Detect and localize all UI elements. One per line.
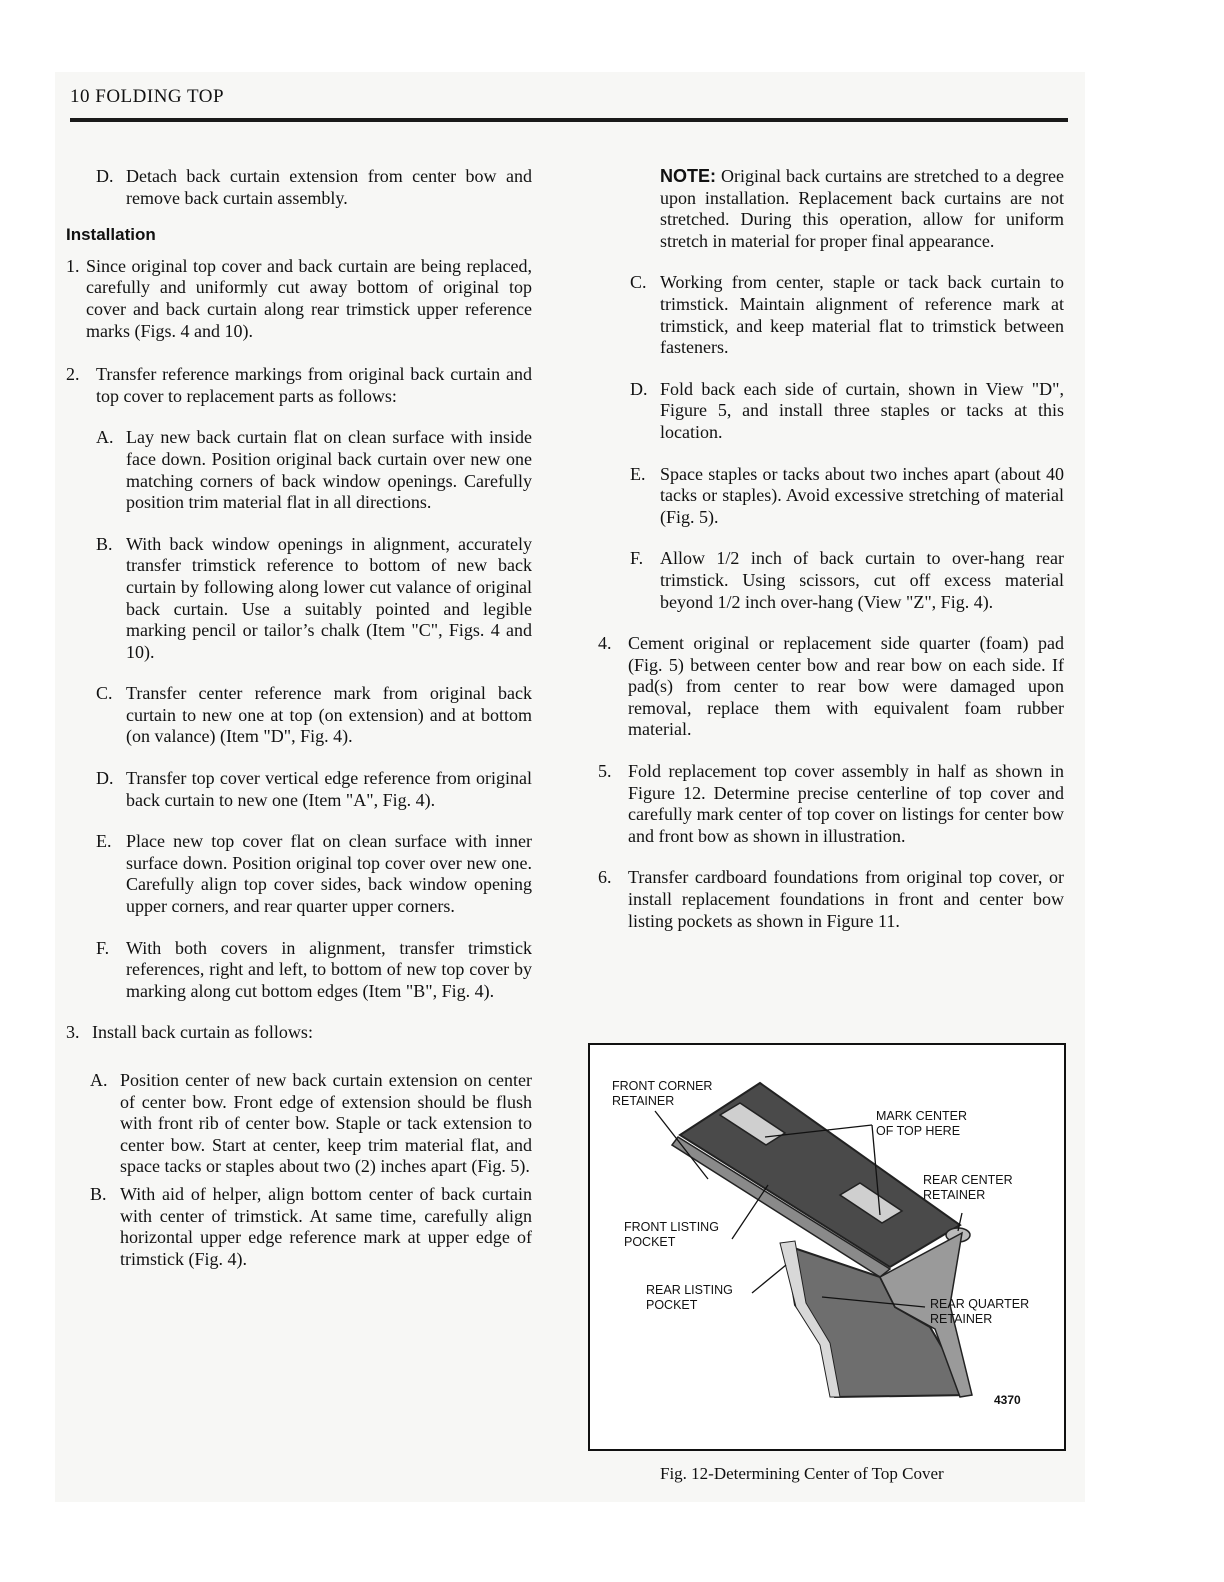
item-text: Install back curtain as follows: (92, 1022, 313, 1043)
item-text: With aid of helper, align bottom center of back curtain with center of trimstick. At same time, carefully align horizontal upper edge reference mark at upper edge of trimstick (Fig. 4). (120, 1183, 532, 1269)
item-text: Cement original or replacement side quarter (foam) pad (Fig. 5) between center bow and rear bow on each side. If pad(s) from center to rear bow were damaged upon removal, replace them with equivalent foam rubber material. (628, 633, 1064, 740)
callout-rear-listing-pocket: REAR LISTING POCKET (646, 1283, 733, 1312)
step-2f (96, 938, 532, 1003)
step-c (630, 272, 1064, 358)
item-label: E. (96, 831, 112, 852)
step-2b (96, 534, 532, 664)
item-text: Since original top cover and back curtain are being replaced, carefully and uniformly cut away bottom of original top cover and back curtain along rear trimstick upper reference marks (Figs. 4 and 10). (86, 255, 532, 341)
installation-heading: Installation (66, 225, 156, 245)
item-text: Allow 1/2 inch of back curtain to over-hang rear trimstick. Using scissors, cut off excess material beyond 1/2 inch over-hang (View "Z", Fig. 4). (660, 548, 1064, 612)
item-label: B. (96, 533, 113, 554)
callout-rear-quarter-retainer: REAR QUARTER RETAINER (930, 1297, 1030, 1326)
step-1 (66, 256, 532, 342)
item-label: 5. (598, 761, 612, 782)
step-3a (90, 1070, 532, 1178)
step-2e (96, 831, 532, 917)
item-text: With both covers in alignment, transfer trimstick references, right and left, to bottom of new top cover by marking along cut bottom edges (Item "B", Fig. 4). (126, 937, 532, 1001)
item-label: 6. (598, 867, 612, 888)
step-2c (96, 683, 532, 748)
note-paragraph (660, 166, 1064, 252)
item-text: Working from center, staple or tack back curtain to trimstick. Maintain alignment of reference mark at trimstick, and keep material flat to trimstick between fasteners. (660, 272, 1064, 358)
step-5 (598, 761, 1064, 847)
step-d (630, 379, 1064, 444)
item-text: Lay new back curtain flat on clean surface with inside face down. Position original back curtain over new one matching corners of back window openings. Carefully position trim material flat in all directions. (126, 427, 532, 513)
callout-rear-center-retainer: REAR CENTER RETAINER (923, 1173, 1013, 1202)
item-label: 2. (66, 364, 80, 385)
item-text: Transfer reference markings from original back curtain and top cover to replacement parts as follows: (96, 364, 532, 406)
item-label: D. (96, 768, 114, 789)
step-2 (66, 364, 532, 407)
left-column (66, 166, 532, 1270)
right-column (598, 166, 1064, 932)
item-label: F. (630, 548, 644, 569)
item-label: 4. (598, 633, 612, 654)
item-label: D. (630, 378, 648, 399)
item-label: 3. (66, 1022, 80, 1043)
item-label: D. (96, 166, 114, 186)
item-label: 1. (66, 255, 80, 276)
item-label: A. (90, 1070, 108, 1090)
callout-mark-center: MARK CENTER OF TOP HERE (876, 1109, 967, 1138)
item-text: With back window openings in alignment, accurately transfer trimstick reference to bottom of new back curtain by following along lower cut valance of original back curtain. Use a suitably pointed and legible marking pencil or tailor’s chalk (Item "C", Figs. 4 and 10). (126, 533, 532, 662)
item-label: C. (96, 683, 113, 704)
figure-caption: Fig. 12-Determining Center of Top Cover (660, 1464, 944, 1483)
item-text: Transfer top cover vertical edge reference from original back curtain to new one (Item "A", Fig. 4). (126, 768, 532, 810)
step-2a (96, 427, 532, 513)
item-label: B. (90, 1183, 107, 1204)
step-4 (598, 633, 1064, 741)
step-e (630, 464, 1064, 529)
item-label: A. (96, 427, 114, 448)
item-text: Transfer center reference mark from original back curtain to new one at top (on extension) and at bottom (on valance) (Item "D", Fig. 4). (126, 683, 532, 747)
item-label: E. (630, 463, 646, 484)
item-text: Transfer cardboard foundations from original top cover, or install replacement foundations in front and center bow listing pockets as shown in Figure 11. (628, 867, 1064, 931)
page-header: 10 FOLDING TOP (70, 86, 225, 107)
item-label: F. (96, 937, 110, 958)
item-text: Position center of new back curtain extension on center of center bow. Front edge of extension should be flush with front rib of center bow. Staple or tack extension to center bow. Start at center, keep trim material flat, and space tacks or staples about two (2) inches apart (Fig. 5). (120, 1070, 532, 1177)
item-label: C. (630, 272, 647, 293)
step-f (630, 548, 1064, 613)
step-6 (598, 867, 1064, 932)
header-rule (70, 118, 1068, 122)
step-d-detach (96, 166, 532, 209)
item-text: Detach back curtain extension from center bow and remove back curtain assembly. (126, 166, 532, 208)
figure-number: 4370 (994, 1393, 1021, 1407)
callout-front-listing-pocket: FRONT LISTING POCKET (624, 1220, 719, 1249)
item-text: Fold replacement top cover assembly in half as shown in Figure 12. Determine precise centerline of top cover and carefully mark center of top cover on listings for center bow and front bow as shown in illustration. (628, 761, 1064, 846)
note-label: NOTE: (660, 166, 716, 186)
item-text: Fold back each side of curtain, shown in View "D", Figure 5, and install three staples or tacks at this location. (660, 378, 1064, 442)
callout-front-corner-retainer: FRONT CORNER RETAINER (612, 1079, 713, 1108)
figure-12 (588, 1043, 1066, 1451)
note-text: Original back curtains are stretched to a degree upon installation. Replacement back curtains are not stretched. During this operation, allow for uniform stretch in material for proper final appearance. (660, 166, 1065, 251)
leader-rear-listing (752, 1265, 786, 1293)
step-3b (90, 1184, 532, 1270)
step-3 (66, 1022, 532, 1044)
item-text: Place new top cover flat on clean surface with inner surface down. Position original top cover over new one. Carefully align top cover sides, back window opening upper corners, and rear quarter upper corners. (126, 831, 532, 917)
step-2d (96, 768, 532, 811)
item-text: Space staples or tacks about two inches apart (about 40 tacks or staples). Avoid excessive stretching of material (Fig. 5). (660, 463, 1064, 527)
